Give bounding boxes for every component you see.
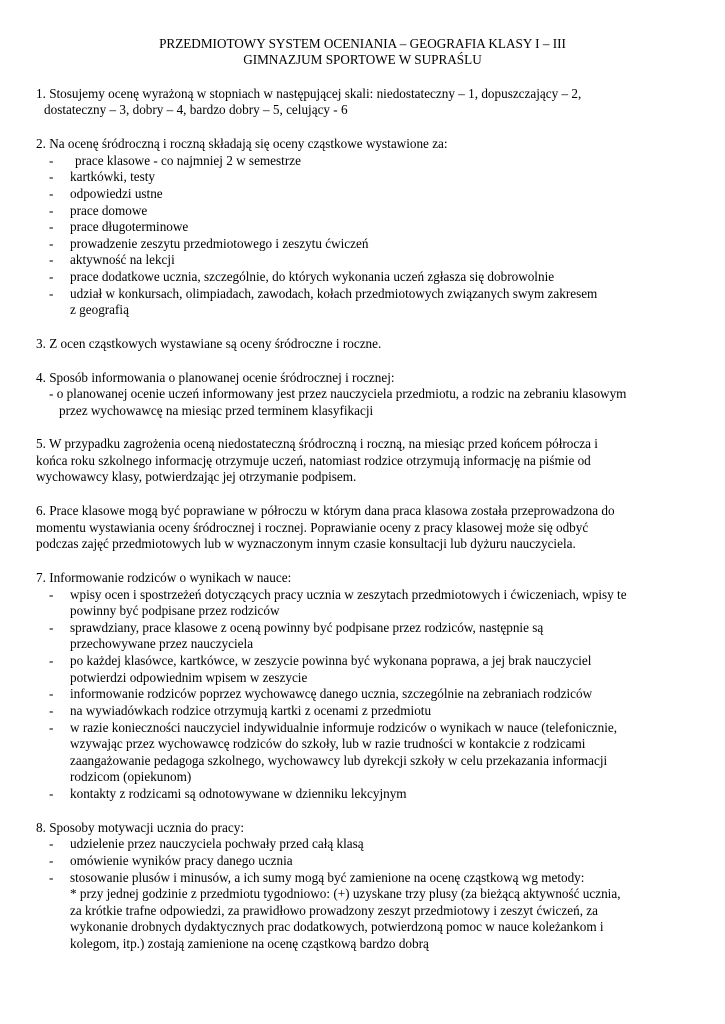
- list-bullet: -: [49, 653, 54, 668]
- list-bullet: -: [49, 286, 54, 301]
- list-bullet: -: [49, 219, 54, 234]
- list-bullet: -: [49, 269, 54, 284]
- list-bullet: -: [49, 703, 54, 718]
- section-5-line: wychowawcy klasy, potwierdzając jej otrzymanie podpisem.: [36, 469, 357, 484]
- list-item: prace klasowe - co najmniej 2 w semestrze: [75, 153, 301, 168]
- list-item: po każdej klasówce, kartkówce, w zeszycie powinna być wykonana poprawa, a jej brak nauczyciel: [70, 653, 592, 668]
- list-item-continuation: z geografią: [70, 302, 129, 317]
- list-bullet: -: [49, 153, 54, 168]
- list-item-continuation: za krótkie trafne odpowiedzi, za prawidłowo prowadzony zeszyt przedmiotowy i zeszyt ćwiczeń, za: [70, 903, 599, 918]
- list-item: stosowanie plusów i minusów, a ich sumy mogą być zamienione na ocenę cząstkową wg metody:: [70, 870, 585, 885]
- list-item: udzielenie przez nauczyciela pochwały przed całą klasą: [70, 836, 364, 851]
- list-item: odpowiedzi ustne: [70, 186, 163, 201]
- list-item: w razie konieczności nauczyciel indywidualnie informuje rodziców o wynikach w nauce (telefonicznie,: [70, 720, 618, 735]
- section-6-line: momentu wystawiania oceny śródrocznej i rocznej. Poprawianie oceny z pracy klasowej może się odbyć: [36, 520, 589, 535]
- list-bullet: -: [49, 870, 54, 885]
- section-7-heading: 7. Informowanie rodziców o wynikach w nauce:: [36, 570, 292, 585]
- list-item-continuation: * przy jednej godzinie z przedmiotu tygodniowo: (+) uzyskane trzy plusy (za bieżącą aktywność ucznia,: [70, 886, 621, 901]
- list-item: na wywiadówkach rodzice otrzymują kartki z ocenami z przedmiotu: [70, 703, 432, 718]
- list-bullet: -: [49, 169, 54, 184]
- list-bullet: -: [49, 236, 54, 251]
- list-bullet: -: [49, 203, 54, 218]
- section-5-line: 5. W przypadku zagrożenia oceną niedostateczną śródroczną i roczną, na miesiąc przed końcem półrocza i: [36, 436, 598, 451]
- list-bullet: -: [49, 686, 54, 701]
- list-item-continuation: przechowywane przez nauczyciela: [70, 636, 254, 651]
- page-subtitle: GIMNAZJUM SPORTOWE W SUPRAŚLU: [243, 52, 482, 67]
- list-item-continuation: potwierdzi odpowiednim wpisem w zeszycie: [70, 670, 308, 685]
- list-item-continuation: rodzicom (opiekunom): [70, 769, 192, 784]
- list-item-continuation: powinny być podpisane przez rodziców: [70, 603, 280, 618]
- section-6-line: podczas zajęć przedmiotowych lub w wyznaczonym innym czasie konsultacji lub dyżuru nauczyciela.: [36, 536, 576, 551]
- section-4-line: - o planowanej ocenie uczeń informowany jest przez nauczyciela przedmiotu, a rodzic na zebraniu klasowym: [49, 386, 627, 401]
- list-bullet: -: [49, 186, 54, 201]
- list-bullet: -: [49, 786, 54, 801]
- section-5-line: końca roku szkolnego informację otrzymuje uczeń, natomiast rodzice otrzymują informację na piśmie od: [36, 453, 591, 468]
- list-item: prace dodatkowe ucznia, szczególnie, do których wykonania uczeń zgłasza się dobrowolnie: [70, 269, 555, 284]
- list-item: informowanie rodziców poprzez wychowawcę danego ucznia, szczególnie na zebraniach rodziców: [70, 686, 593, 701]
- list-item-continuation: kolegom, itp.) zostają zamienione na ocenę cząstkową bardzo dobrą: [70, 936, 429, 951]
- list-item: kontakty z rodzicami są odnotowywane w dzienniku lekcyjnym: [70, 786, 407, 801]
- list-bullet: -: [49, 853, 54, 868]
- section-3-text: 3. Z ocen cząstkowych wystawiane są oceny śródroczne i roczne.: [36, 336, 382, 351]
- list-item: sprawdziany, prace klasowe z oceną powinny być podpisane przez rodziców, następnie są: [70, 620, 544, 635]
- section-8-heading: 8. Sposoby motywacji ucznia do pracy:: [36, 820, 245, 835]
- list-item-continuation: wzywając przez wychowawcę rodziców do szkoły, lub w razie trudności w kontakcie z rodzicami: [70, 736, 586, 751]
- list-bullet: -: [49, 587, 54, 602]
- list-bullet: -: [49, 252, 54, 267]
- list-item: prowadzenie zeszytu przedmiotowego i zeszytu ćwiczeń: [70, 236, 369, 251]
- section-4-line: przez wychowawcę na miesiąc przed terminem klasyfikacji: [59, 403, 374, 418]
- list-item: aktywność na lekcji: [70, 252, 175, 267]
- list-item: prace długoterminowe: [70, 219, 189, 234]
- section-4-heading: 4. Sposób informowania o planowanej ocenie śródrocznej i rocznej:: [36, 370, 395, 385]
- page-title: PRZEDMIOTOWY SYSTEM OCENIANIA – GEOGRAFIA KLASY I – III: [159, 36, 566, 51]
- list-bullet: -: [49, 720, 54, 735]
- list-item: wpisy ocen i spostrzeżeń dotyczących pracy ucznia w zeszytach przedmiotowych i ćwiczeniach, wpisy te: [70, 587, 627, 602]
- list-bullet: -: [49, 836, 54, 851]
- list-item-continuation: wykonanie drobnych dydaktycznych prac dodatkowych, potwierdzoną pomoc w nauce koleżankom i: [70, 919, 604, 934]
- section-1-line: dostateczny – 3, dobry – 4, bardzo dobry – 5, celujący - 6: [44, 102, 348, 117]
- list-item: omówienie wyników pracy danego ucznia: [70, 853, 293, 868]
- list-item: kartkówki, testy: [70, 169, 155, 184]
- list-item-continuation: zaangażowanie pedagoga szkolnego, wychowawcy lub dyrekcji szkoły w celu przekazania informacji: [70, 753, 608, 768]
- list-bullet: -: [49, 620, 54, 635]
- section-6-line: 6. Prace klasowe mogą być poprawiane w półroczu w którym dana praca klasowa została przeprowadzona do: [36, 503, 615, 518]
- list-item: prace domowe: [70, 203, 148, 218]
- section-1-line: 1. Stosujemy ocenę wyrażoną w stopniach w następującej skali: niedostateczny – 1, dopuszczający – 2,: [36, 86, 582, 101]
- section-2-heading: 2. Na ocenę śródroczną i roczną składają się oceny cząstkowe wystawione za:: [36, 136, 448, 151]
- list-item: udział w konkursach, olimpiadach, zawodach, kołach przedmiotowych związanych swym zakresem: [70, 286, 598, 301]
